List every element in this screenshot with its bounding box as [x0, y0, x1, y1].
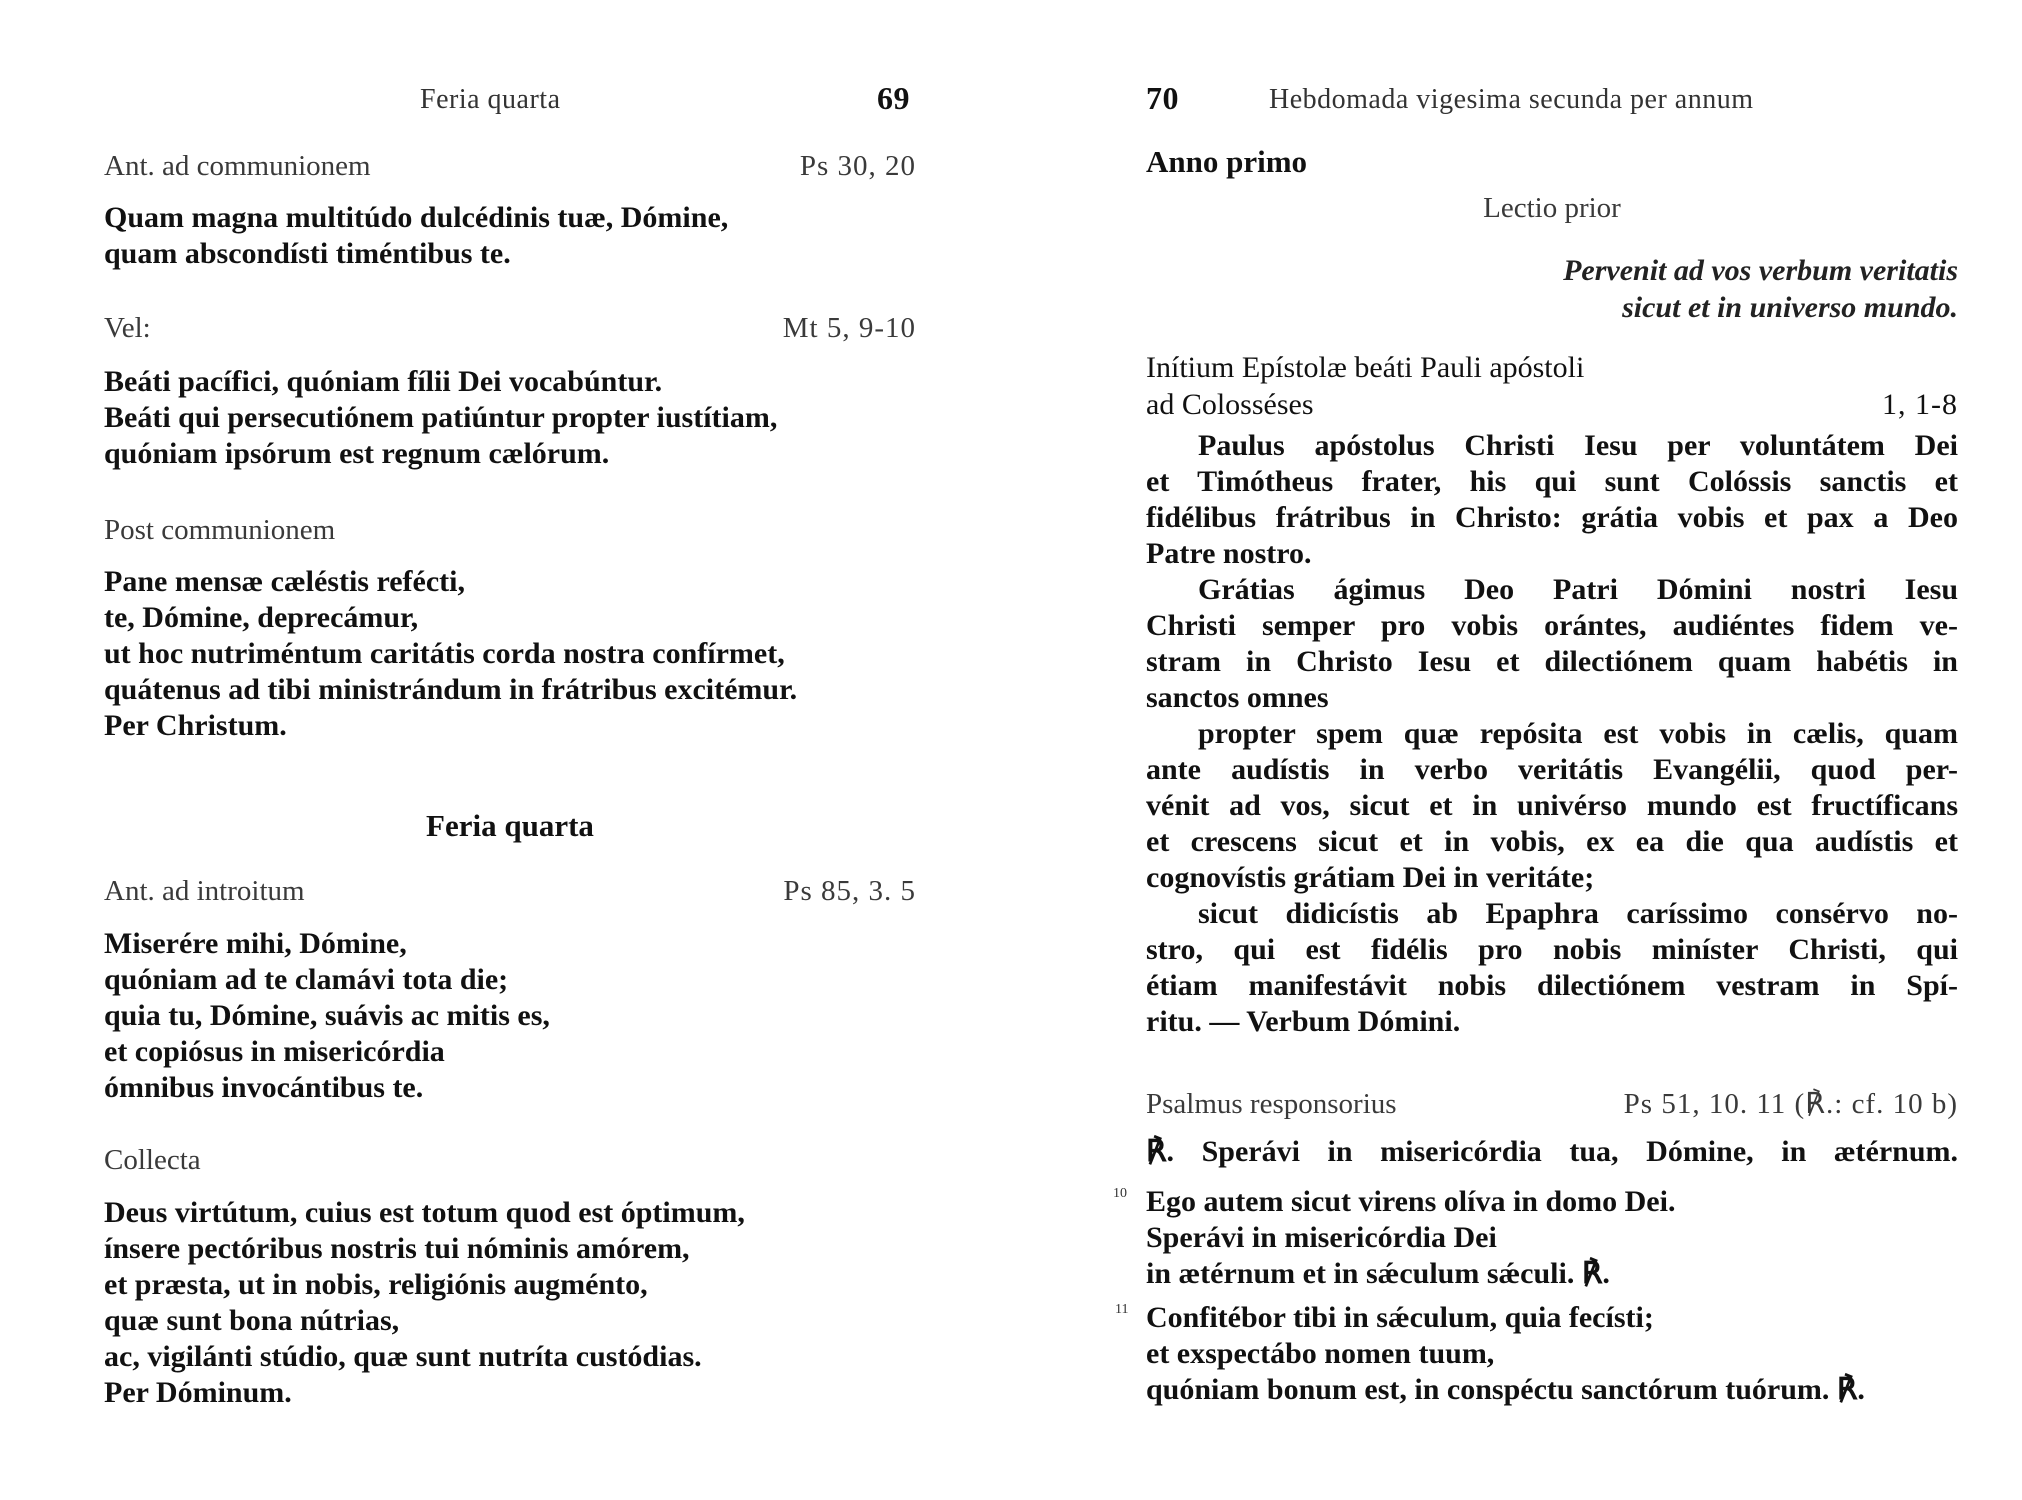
page-number-left: 69 [877, 80, 910, 116]
introit-ref: Ps 85, 3. 5 [783, 875, 916, 907]
verse-line: Ego autem sicut virens olíva in domo Dei. [1146, 1185, 1676, 1218]
page-number-right: 70 [1146, 80, 1179, 116]
text-line: quátenus ad tibi ministrándum in frátribus excitémur. [104, 673, 798, 706]
text-line: stro, qui est fidélis pro nobis miníster Christi, qui [1146, 933, 1958, 966]
text-line: ritu. — Verbum Dómini. [1146, 1005, 1461, 1038]
collect-label: Collecta [104, 1144, 201, 1176]
text-line: Grátias ágimus Deo Patri Dómini nostri Iesu [1198, 573, 1958, 606]
text-line: quóniam ipsórum est regnum cælórum. [104, 437, 610, 470]
verse-line: quóniam bonum est, in conspéctu sanctórum tuórum. ℟. [1146, 1373, 1865, 1406]
text-line: Beáti pacífici, quóniam fílii Dei vocabúntur. [104, 365, 663, 398]
incipit-ref: 1, 1-8 [1882, 388, 1958, 421]
introit-rubric [104, 875, 916, 908]
verse-line: Confitébor tibi in sǽculum, quia fecísti; [1146, 1301, 1654, 1334]
text-line: quia tu, Dómine, suávis ac mitis es, [104, 999, 550, 1032]
psalm-response [1146, 1134, 1958, 1170]
incipit-line-two [1146, 388, 1958, 422]
running-header-left: Feria quarta [420, 84, 561, 115]
year-heading: Anno primo [1146, 144, 1308, 179]
text-line: Christi semper pro vobis orántes, audiéntes fidem ve- [1146, 609, 1958, 642]
text-line: et præsta, ut in nobis, religiónis augménto, [104, 1268, 648, 1301]
communion-ref: Ps 30, 20 [799, 150, 916, 182]
communion-rubric [104, 150, 916, 183]
text-line: ante audístis in verbo veritátis Evangélii, quod per- [1146, 753, 1958, 786]
communion-text [104, 200, 728, 272]
post-communion-label: Post communionem [104, 514, 336, 546]
text-line: étiam manifestávit nobis dilectiónem vestram in Spí- [1146, 969, 1958, 1002]
text-line: stram in Christo Iesu et dilectiónem quam habétis in [1146, 645, 1958, 678]
reading-summary [1146, 252, 1958, 326]
text-line: cognovístis grátiam Dei in veritáte; [1146, 861, 1595, 894]
incipit-line: Inítium Epístolæ beáti Pauli apóstoli [1146, 351, 1585, 384]
text-line: te, Dómine, deprecámur, [104, 601, 419, 634]
reading-text [1146, 428, 1958, 1040]
introit-label: Ant. ad introitum [104, 875, 305, 907]
introit-text [104, 926, 550, 1106]
text-line: Quam magna multitúdo dulcédinis tuæ, Dómine, [104, 201, 729, 234]
text-line: et Timótheus frater, his qui sunt Colóssis sanctis et [1146, 465, 1958, 498]
text-line: ínsere pectóribus nostris tui nóminis amórem, [104, 1232, 690, 1265]
psalm-label: Psalmus responsorius [1146, 1088, 1397, 1120]
text-line: ómnibus invocántibus te. [104, 1071, 424, 1104]
text-line: fidélibus frátribus in Christo: grátia vobis et pax a Deo [1146, 501, 1958, 534]
verse-number: 11 [1115, 1302, 1129, 1317]
vel-label: Vel: [104, 312, 151, 344]
section-title: Feria quarta [426, 808, 594, 843]
reading-label: Lectio prior [1483, 192, 1621, 224]
verse-line: et exspectábo nomen tuum, [1146, 1337, 1495, 1370]
psalm-rubric [1146, 1086, 1958, 1121]
text-line: Per Dóminum. [104, 1376, 292, 1409]
text-line: Beáti qui persecutiónem patiúntur propter iustítiam, [104, 401, 778, 434]
text-line: vénit ad vos, sicut et in univérso mundo est fructíficans [1146, 789, 1958, 822]
verse-line: Sperávi in misericórdia Dei [1146, 1221, 1497, 1254]
text-line: propter spem quæ repósita est vobis in cælis, quam [1198, 717, 1958, 750]
text-line: quæ sunt bona nútrias, [104, 1304, 400, 1337]
summary-line: sicut et in universo mundo. [1622, 291, 1958, 324]
communion-label: Ant. ad communionem [104, 150, 371, 182]
right-page [1011, 0, 2022, 1500]
text-line: sicut didicístis ab Epaphra caríssimo consérvo no- [1198, 897, 1958, 930]
post-communion-rubric [104, 514, 335, 547]
text-line: Pane mensæ cæléstis refécti, [104, 565, 465, 598]
reading-incipit [1146, 350, 1584, 386]
vel-text [104, 364, 777, 472]
text-line: et crescens sicut et in vobis, ex ea die qua audístis et [1146, 825, 1958, 858]
text-line: quóniam ad te clamávi tota die; [104, 963, 509, 996]
text-line: Patre nostro. [1146, 537, 1312, 570]
text-line: sanctos omnes [1146, 681, 1329, 714]
text-line: et copiósus in misericórdia [104, 1035, 445, 1068]
verse-line: in ætérnum et in sǽculum sǽculi. ℟. [1146, 1257, 1610, 1290]
vel-ref: Mt 5, 9-10 [782, 312, 916, 344]
psalm-verse-11 [1146, 1300, 1865, 1408]
text-line: Miserére mihi, Dómine, [104, 927, 407, 960]
psalm-verse-10 [1146, 1184, 1675, 1292]
verse-number: 10 [1113, 1186, 1127, 1201]
text-line: Per Christum. [104, 709, 287, 742]
incipit-line: ad Colosséses [1146, 388, 1314, 421]
text-line: Deus virtútum, cuius est totum quod est óptimum, [104, 1196, 745, 1229]
summary-line: Pervenit ad vos verbum veritatis [1563, 254, 1958, 287]
running-header-right: Hebdomada vigesima secunda per annum [1269, 84, 1754, 115]
psalm-ref: Ps 51, 10. 11 (℟.: cf. 10 b) [1623, 1088, 1958, 1120]
response-line: ℟. Sperávi in misericórdia tua, Dómine, in ætérnum. [1146, 1135, 1958, 1168]
text-line: ut hoc nutriméntum caritátis corda nostra confírmet, [104, 637, 785, 670]
text-line: ac, vigilánti stúdio, quæ sunt nutríta custódias. [104, 1340, 702, 1373]
text-line: quam abscondísti timéntibus te. [104, 237, 511, 270]
collect-rubric [104, 1144, 201, 1177]
text-line: Paulus apóstolus Christi Iesu per voluntátem Dei [1198, 429, 1958, 462]
post-communion-text [104, 564, 797, 744]
collect-text [104, 1195, 745, 1411]
vel-rubric [104, 312, 916, 345]
